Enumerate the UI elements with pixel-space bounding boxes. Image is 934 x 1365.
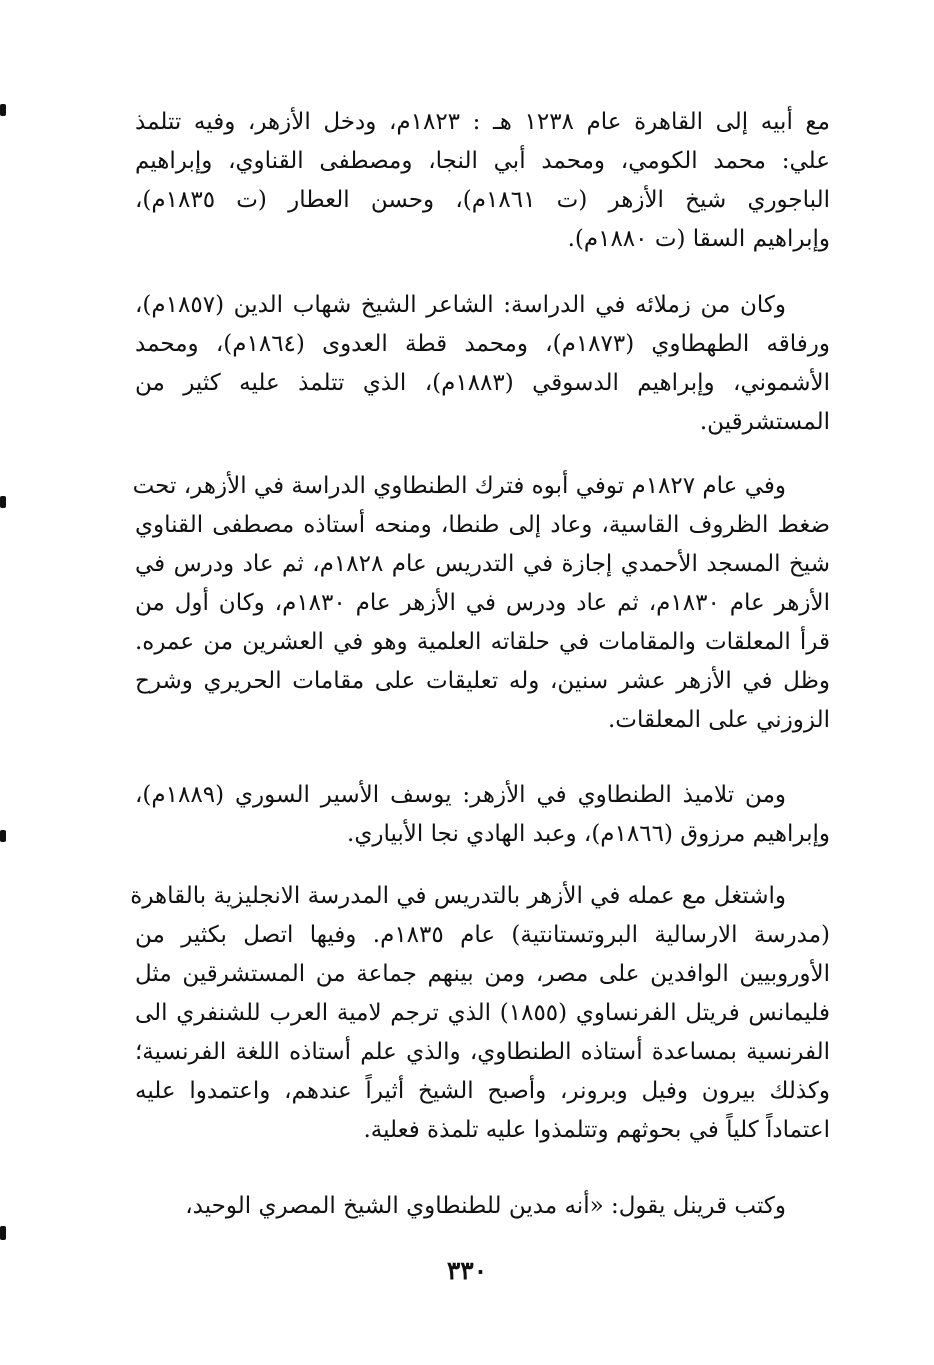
text-line: واشتغل مع عمله في الأزهر بالتدريس في المدرسة الانجليزية بالقاهرة [130, 883, 786, 909]
text-line: وكان من زملائه في الدراسة: الشاعر الشيخ شهاب الدين (١٨٥٧م)، [135, 292, 786, 318]
text-line: الباجوري شيخ الأزهر (ت ١٨٦١م)، وحسن العطار (ت ١٨٣٥م)، [135, 187, 830, 213]
paragraph-5 [130, 877, 830, 1150]
text-line: الفرنسية بمساعدة أستاذه الطنطاوي، والذي علم أستاذه اللغة الفرنسية؛ [135, 1039, 830, 1065]
paragraph-3 [132, 467, 830, 740]
text-line: وظل في الأزهر عشر سنين، وله تعليقات على مقامات الحريري وشرح [135, 668, 830, 694]
text-line: قرأ المعلقات والمقامات في حلقاته العلمية وهو في العشرين من عمره. [135, 629, 830, 655]
margin-mark [0, 104, 6, 116]
text-line: اعتماداً كلياً في بحوثهم وتتلمذوا عليه تلمذة فعلية. [363, 1117, 830, 1143]
text-line: مع أبيه إلى القاهرة عام ١٢٣٨ هـ : ١٨٢٣م، ودخل الأزهر، وفيه تتلمذ [135, 109, 830, 135]
text-line: الأوروبيين الوافدين على مصر، ومن بينهم جماعة من المستشرقين مثل [135, 961, 830, 987]
text-line: الأشموني، وإبراهيم الدسوقي (١٨٨٣م)، الذي تتلمذ عليه كثير من [135, 370, 830, 396]
margin-mark [0, 830, 6, 842]
paragraph-2 [135, 286, 830, 442]
text-line: وإبراهيم مرزوق (١٨٦٦م)، وعبد الهادي نجا الأبياري. [347, 821, 830, 847]
page-number: ٣٣٠ [446, 1256, 488, 1285]
text-line: شيخ المسجد الأحمدي إجازة في التدريس عام ١٨٢٨م، ثم عاد ودرس في [135, 551, 830, 577]
text-line: ومن تلاميذ الطنطاوي في الأزهر: يوسف الأسير السوري (١٨٨٩م)، [135, 782, 786, 808]
text-line: المستشرقين. [699, 409, 830, 435]
text-line: وفي عام ١٨٢٧م توفي أبوه فترك الطنطاوي الدراسة في الأزهر، تحت [132, 473, 786, 499]
text-line: وكتب قرينل يقول: «أنه مدين للطنطاوي الشيخ المصري الوحيد، [185, 1193, 786, 1219]
margin-mark [0, 1226, 6, 1240]
paragraph-6 [135, 1187, 830, 1226]
text-line: الأزهر عام ١٨٣٠م، ثم عاد ودرس في الأزهر عام ١٨٣٠م، وكان أول من [135, 590, 830, 616]
text-line: ورفاقه الطهطاوي (١٨٧٣م)، ومحمد قطة العدوى (١٨٦٤م)، ومحمد [135, 331, 830, 357]
text-line: فليمانس فريتل الفرنساوي (١٨٥٥) الذي ترجم لامية العرب للشنفري الى [135, 1000, 830, 1026]
text-line: ضغط الظروف القاسية، وعاد إلى طنطا، ومنحه أستاذه مصطفى القناوي [135, 512, 830, 538]
text-line: علي: محمد الكومي، ومحمد أبي النجا، ومصطفى القناوي، وإبراهيم [135, 148, 830, 174]
text-line: الزوزني على المعلقات. [607, 707, 830, 733]
text-line: وإبراهيم السقا (ت ١٨٨٠م). [567, 226, 830, 252]
paragraph-4 [135, 776, 830, 854]
paragraph-1 [135, 103, 830, 259]
text-line: (مدرسة الارسالية البروتستانتية) عام ١٨٣٥م. وفيها اتصل بكثير من [135, 922, 830, 948]
text-line: وكذلك بيرون وفيل وبرونر، وأصبح الشيخ أثيراً عندهم، واعتمدوا عليه [135, 1078, 830, 1104]
margin-mark [0, 496, 6, 508]
